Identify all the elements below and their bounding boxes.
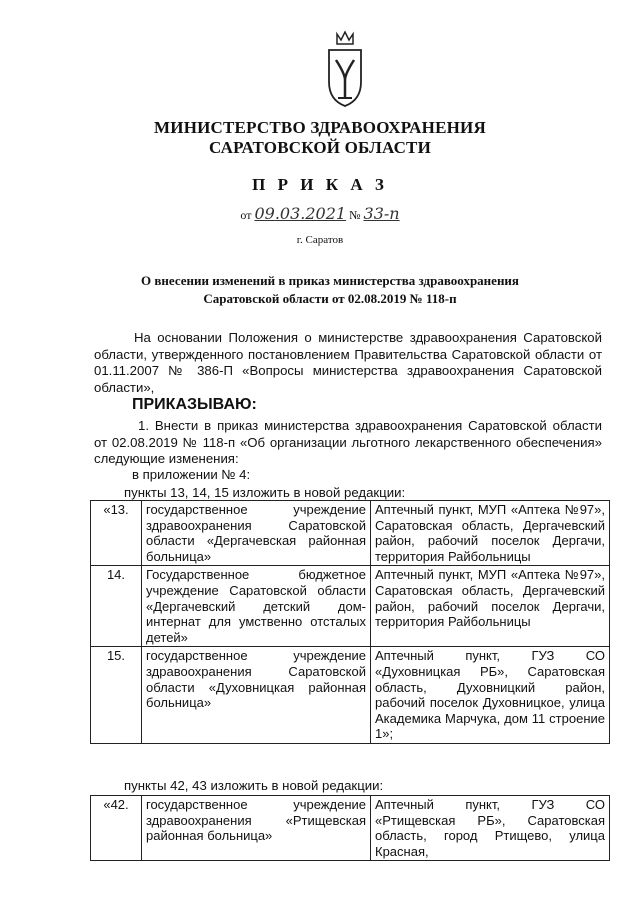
organization-cell: государственное учреждение здравоохранения «Ртищевская районная больница» bbox=[142, 796, 371, 861]
points-13-15-line: пункты 13, 14, 15 изложить в новой редакции: bbox=[124, 485, 406, 500]
handwritten-number: 33-п bbox=[363, 204, 400, 223]
amendment-table-2 bbox=[90, 795, 610, 861]
item1-text: 1. Внести в приказ министерства здравоохранения Саратовской области от 02.08.2019 № 118-п «Об организации льготного лекарственного обеспечения» следующие изменения: bbox=[94, 418, 602, 466]
organization-cell: государственное учреждение здравоохранения Саратовской области «Дергачевская районная больница» bbox=[142, 501, 371, 566]
table-row bbox=[91, 647, 610, 744]
row-number: 14. bbox=[91, 566, 142, 647]
ministry-name-line1: МИНИСТЕРСТВО ЗДРАВООХРАНЕНИЯ bbox=[154, 118, 486, 137]
organization-cell: государственное учреждение здравоохранения Саратовской области «Духовницкая районная больница» bbox=[142, 647, 371, 744]
address-cell: Аптечный пункт, ГУЗ СО «Ртищевская РБ», Саратовская область, город Ртищево, улица Красная, bbox=[371, 796, 610, 861]
document-type-title: П Р И К А З bbox=[252, 175, 388, 194]
table-row bbox=[91, 566, 610, 647]
table-row bbox=[91, 501, 610, 566]
item1-paragraph bbox=[94, 418, 602, 468]
amendment-table-1 bbox=[90, 500, 610, 744]
address-cell: Аптечный пункт, МУП «Аптека №97», Саратовская область, Дергачевский район, рабочий поселок Дергачи, территория Райбольницы bbox=[371, 501, 610, 566]
appendix-line: в приложении № 4: bbox=[132, 467, 251, 482]
address-cell: Аптечный пункт, МУП «Аптека №97», Саратовская область, Дергачевский район, рабочий поселок Дергачи, территория Райбольницы bbox=[371, 566, 610, 647]
points-42-43-line: пункты 42, 43 изложить в новой редакции: bbox=[124, 778, 384, 793]
saratov-coat-of-arms-icon bbox=[325, 30, 365, 108]
subject-line2: Саратовской области от 02.08.2019 № 118-п bbox=[203, 291, 457, 306]
organization-cell: Государственное бюджетное учреждение Саратовской области «Дергачевский детский дом-интернат для умственно отсталых детей» bbox=[142, 566, 371, 647]
ministry-name-line2: САРАТОВСКОЙ ОБЛАСТИ bbox=[208, 138, 432, 157]
row-number: 15. bbox=[91, 647, 142, 744]
date-number-line bbox=[0, 204, 640, 223]
row-number: «42. bbox=[91, 796, 142, 861]
date-prefix: от bbox=[240, 208, 252, 222]
handwritten-date: 09.03.2021 bbox=[254, 204, 347, 223]
subject-line1: О внесении изменений в приказ министерства здравоохранения bbox=[141, 273, 519, 288]
address-cell: Аптечный пункт, ГУЗ СО «Духовницкая РБ», Саратовская область, Духовницкий район, рабочий поселок Духовницкое, улица Академика Марчука, дом 11 строение 1»; bbox=[371, 647, 610, 744]
preamble-text: На основании Положения о министерстве здравоохранения Саратовской области, утвержденного постановлением Правительства Саратовской области от 01.11.2007 № 386-П «Вопросы министерства здравоохранения Саратовской области», bbox=[94, 330, 602, 395]
preamble-paragraph bbox=[94, 330, 602, 396]
row-number: «13. bbox=[91, 501, 142, 566]
order-word: ПРИКАЗЫВАЮ: bbox=[132, 396, 257, 413]
number-prefix: № bbox=[349, 208, 361, 222]
table-row bbox=[91, 796, 610, 861]
city-line: г. Саратов bbox=[296, 234, 344, 246]
document-subject bbox=[100, 272, 560, 308]
